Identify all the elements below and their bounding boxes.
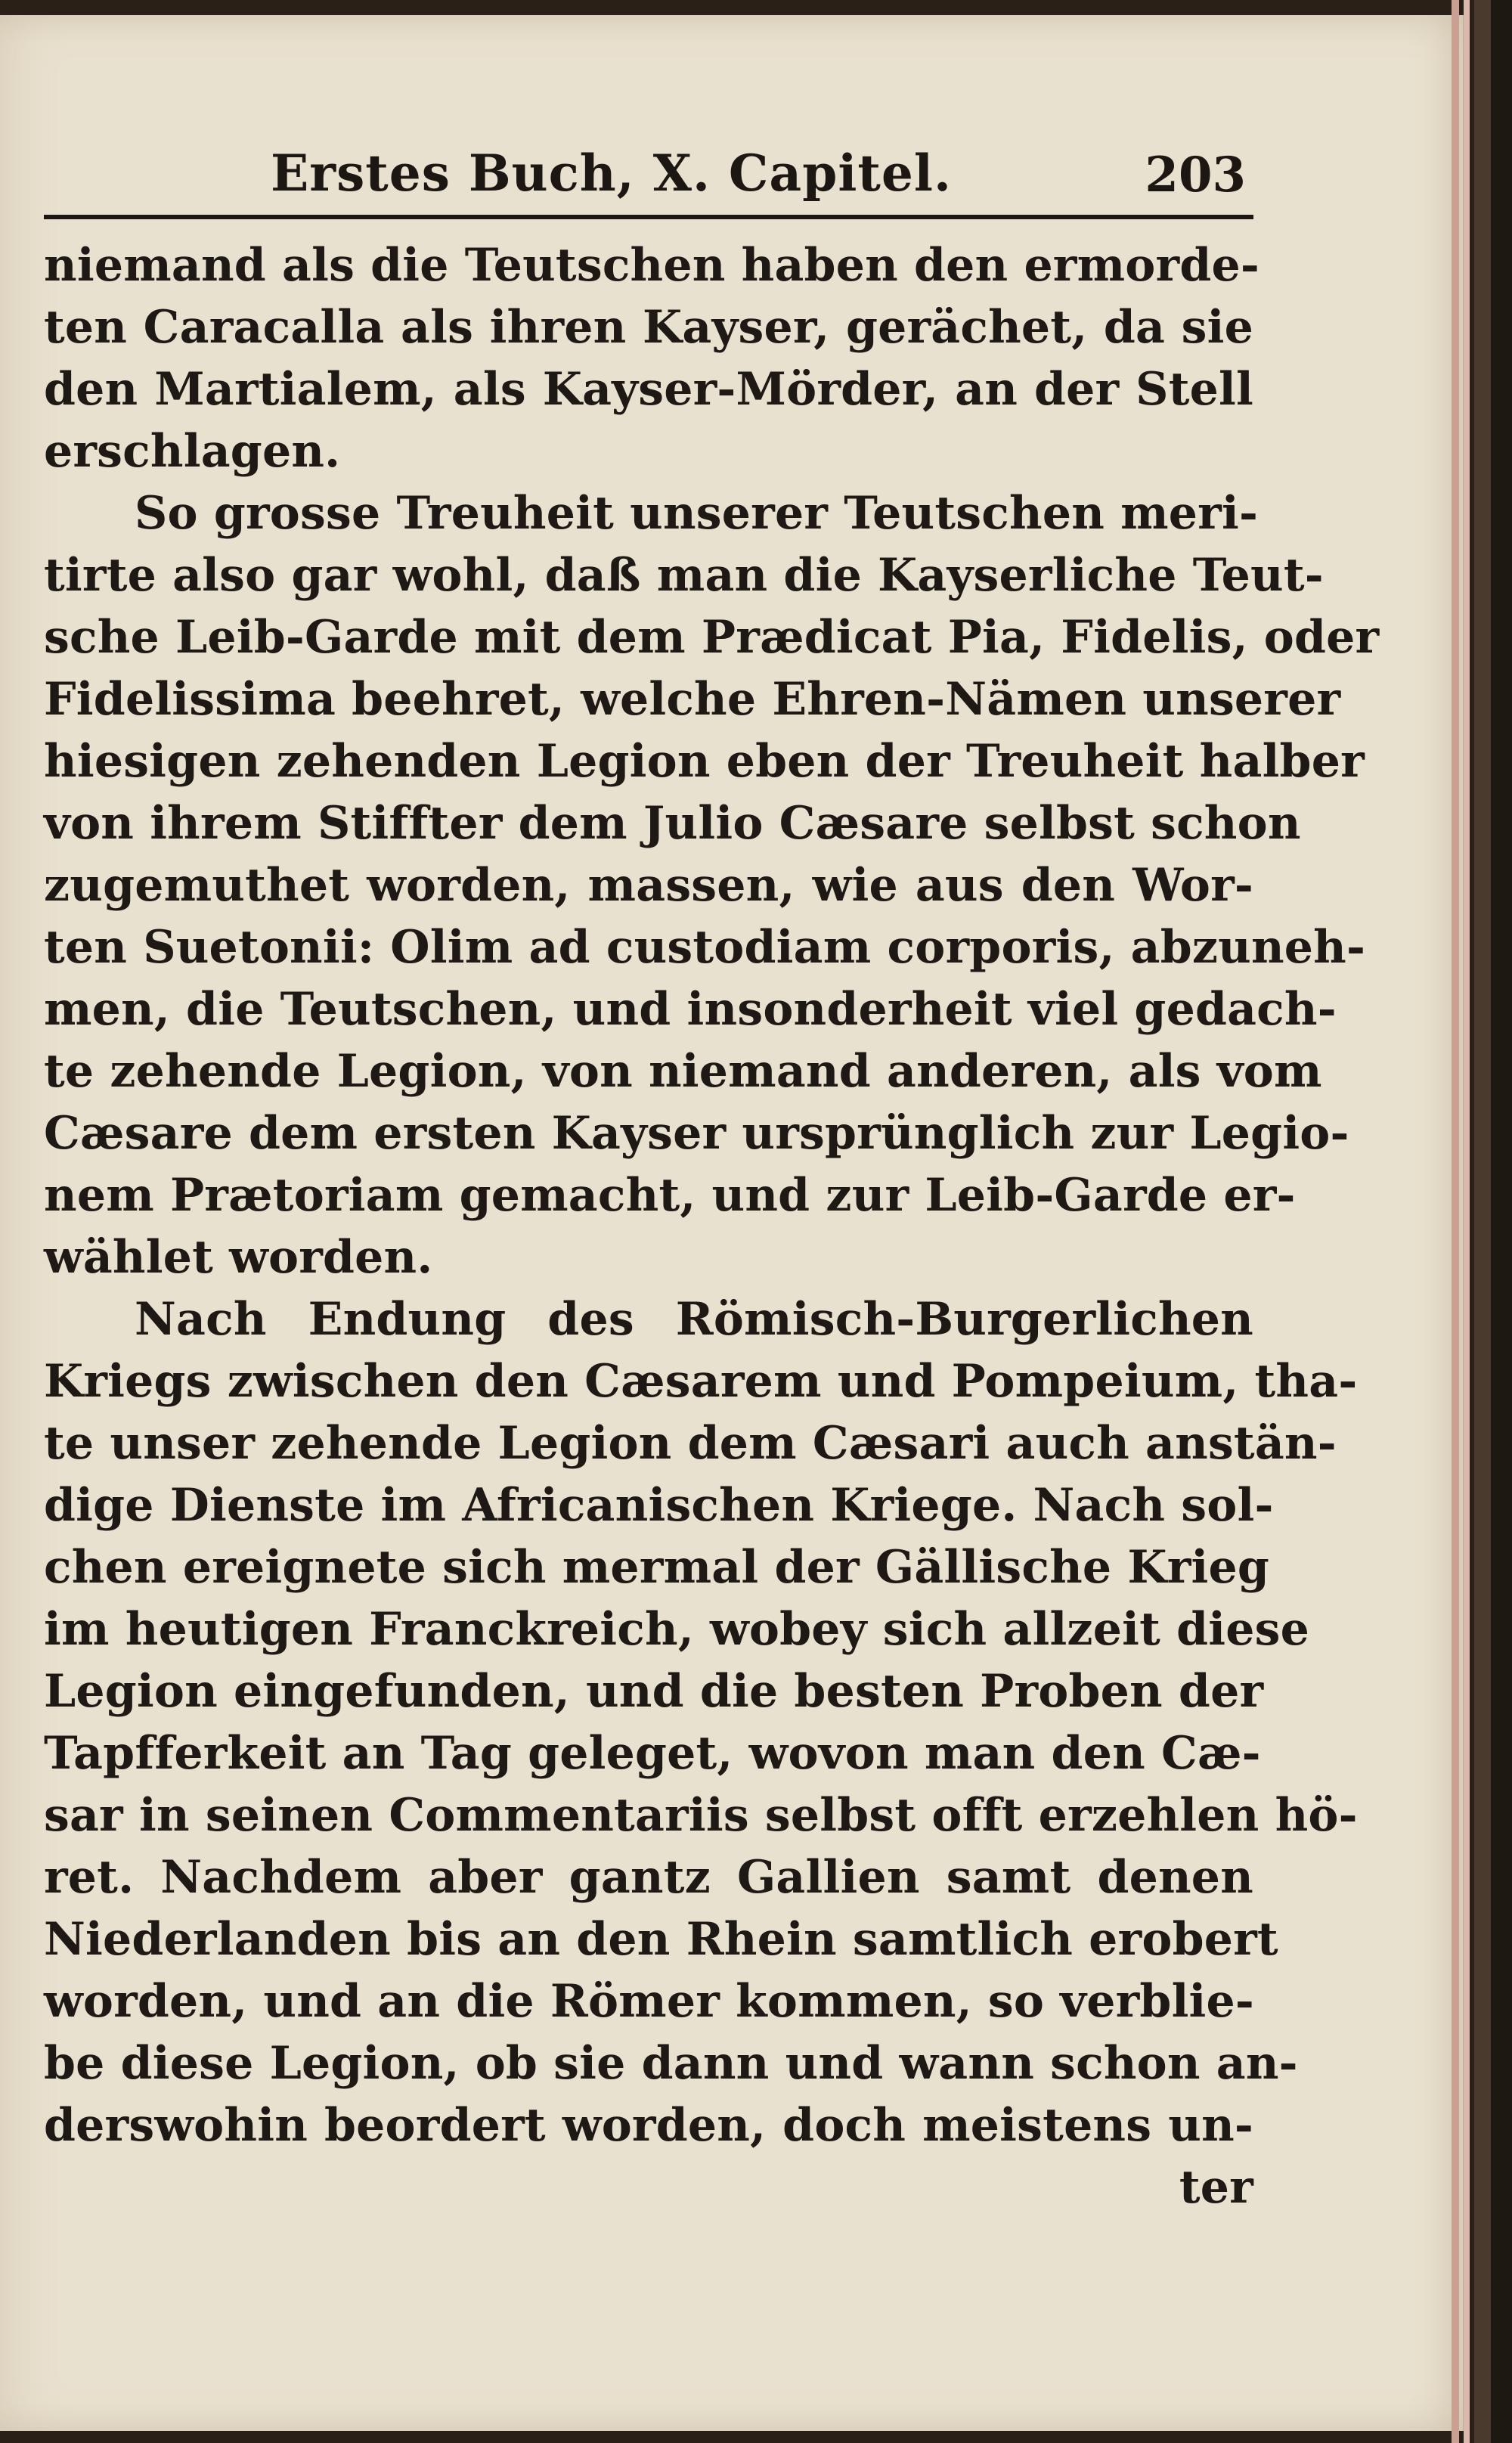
text-line: Cæsare dem ersten Kayser ursprünglich zur Legio-	[44, 1107, 1349, 1160]
page-header	[44, 136, 1246, 227]
page-edge	[1452, 0, 1459, 2443]
text-line: tirte also gar wohl, daß man die Kayserliche Teut-	[44, 549, 1324, 602]
text-line: zugemuthet worden, massen, wie aus den Wor-	[44, 859, 1253, 912]
text-line: ten Caracalla als ihren Kayser, gerächet, da sie	[44, 301, 1253, 354]
body-text	[44, 234, 1380, 2218]
text-line: te zehende Legion, von niemand anderen, als vom	[44, 1045, 1322, 1098]
text-line: ten Suetonii: Olim ad custodiam corporis, abzuneh-	[44, 921, 1366, 974]
text-line: ret. Nachdem aber gantz Gallien samt denen	[44, 1851, 1253, 1904]
text-line: te unser zehende Legion dem Cæsari auch anstän-	[44, 1417, 1337, 1470]
text-line: men, die Teutschen, und insonderheit viel gedach-	[44, 983, 1337, 1036]
text-line: worden, und an die Römer kommen, so verblie-	[44, 1975, 1255, 2028]
book-cover-edge	[1474, 0, 1491, 2443]
text-line: dige Dienste im Africanischen Kriege. Nach sol-	[44, 1479, 1274, 1532]
text-line: Fidelissima beehret, welche Ehren-Nämen unserer	[44, 673, 1341, 726]
text-line: hiesigen zehenden Legion eben der Treuheit halber	[44, 735, 1365, 788]
text-line: sar in seinen Commentariis selbst offt erzehlen hö-	[44, 1789, 1358, 1842]
text-line: von ihrem Stiffter dem Julio Cæsare selbst schon	[44, 797, 1301, 850]
text-line: nem Prætoriam gemacht, und zur Leib-Garde er-	[44, 1169, 1296, 1222]
text-line: So grosse Treuheit unserer Teutschen meri-	[135, 487, 1259, 540]
text-line: wählet worden.	[44, 1231, 433, 1284]
page-edge	[1464, 0, 1470, 2443]
running-head: Erstes Buch, X. Capitel.	[271, 144, 952, 203]
text-line: im heutigen Franckreich, wobey sich allzeit diese	[44, 1603, 1309, 1656]
catchword: ter	[1179, 2161, 1253, 2214]
text-line: Niederlanden bis an den Rhein samtlich erobert	[44, 1913, 1278, 1966]
text-line: Tapfferkeit an Tag geleget, wovon man den Cæ-	[44, 1727, 1261, 1780]
text-line: Legion eingefunden, und die besten Proben der	[44, 1665, 1264, 1718]
text-line: derswohin beordert worden, doch meistens un-	[44, 2099, 1253, 2152]
page-number: 203	[1145, 147, 1246, 203]
text-line: den Martialem, als Kayser-Mörder, an der Stell	[44, 363, 1253, 416]
text-line: niemand als die Teutschen haben den ermorde-	[44, 239, 1259, 292]
header-rule	[44, 215, 1253, 219]
text-line: be diese Legion, ob sie dann und wann schon an-	[44, 2037, 1298, 2090]
book-page	[0, 15, 1467, 2431]
background-edge	[1491, 0, 1512, 2443]
text-line: Nach Endung des Römisch-Burgerlichen	[135, 1293, 1253, 1346]
text-line: sche Leib-Garde mit dem Prædicat Pia, Fidelis, oder	[44, 611, 1380, 664]
text-line: Kriegs zwischen den Cæsarem und Pompeium, tha-	[44, 1355, 1358, 1408]
text-line: chen ereignete sich mermal der Gällische Krieg	[44, 1541, 1270, 1594]
text-line: erschlagen.	[44, 425, 341, 478]
